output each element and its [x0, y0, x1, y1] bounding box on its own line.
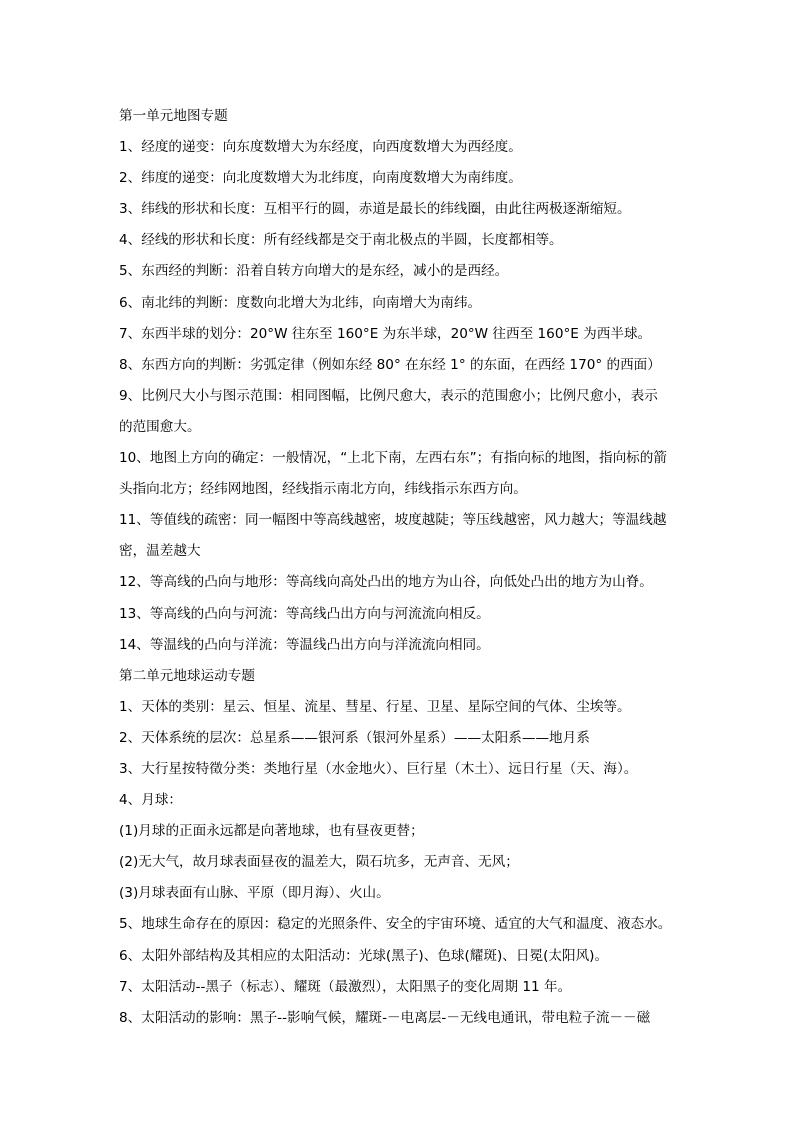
text-line: (1)月球的正面永远都是向著地球，也有昼夜更替； — [119, 823, 424, 840]
text-line: 1、经度的递变：向东度数增大为东经度，向西度数增大为西经度。 — [119, 139, 522, 156]
text-line: 的范围愈大。 — [119, 418, 201, 435]
text-line: 8、太阳活动的影响：黑子--影响气候，耀斑-－电离层-－无线电通讯，带电粒子流－－磁 — [119, 1009, 651, 1026]
text-line: 1、天体的类别：星云、恒星、流星、彗星、行星、卫星、星际空间的气体、尘埃等。 — [119, 698, 631, 715]
section-heading-unit-2: 第二单元地球运动专题 — [119, 667, 255, 684]
text-line: 6、太阳外部结构及其相应的太阳活动：光球(黑子)、色球(耀斑)、日冕(太阳风)。 — [119, 947, 609, 964]
text-line: (2)无大气，故月球表面昼夜的温差大，陨石坑多，无声音、无风； — [119, 854, 519, 871]
text-line: 5、地球生命存在的原因：稳定的光照条件、安全的宇宙环境、适宜的大气和温度、液态水。 — [119, 916, 672, 933]
section-heading-unit-1: 第一单元地图专题 — [119, 108, 228, 124]
text-line: 9、比例尺大小与图示范围：相同图幅，比例尺愈大，表示的范围愈小；比例尺愈小，表示 — [119, 387, 658, 404]
text-line: 7、太阳活动--黑子（标志）、耀斑（最激烈），太阳黑子的变化周期 11 年。 — [119, 978, 572, 995]
text-line: 12、等高线的凸向与地形：等高线向高处凸出的地方为山谷，向低处凸出的地方为山脊。 — [119, 574, 653, 591]
text-line: 3、大行星按特徵分类：类地行星（水金地火）、巨行星（木土）、远日行星（天、海）。 — [119, 760, 638, 777]
text-line: 8、东西方向的判断：劣弧定律（例如东经 80° 在东经 1° 的东面，在西经 170° 的西面） — [119, 356, 661, 373]
text-line: 14、等温线的凸向与洋流：等温线凸出方向与洋流流向相同。 — [119, 636, 490, 653]
text-line: 6、南北纬的判断：度数向北增大为北纬，向南增大为南纬。 — [119, 294, 482, 311]
text-line: 3、纬线的形状和长度：互相平行的圆，赤道是最长的纬线圈，由此往两极逐渐缩短。 — [119, 201, 631, 218]
text-line: 头指向北方；经纬网地图，经线指示南北方向，纬线指示东西方向。 — [119, 481, 527, 498]
document-body — [119, 101, 679, 1034]
text-line: 4、经线的形状和长度：所有经线都是交于南北极点的半圆，长度都相等。 — [119, 232, 563, 249]
text-line: 2、纬度的递变：向北度数增大为北纬度，向南度数增大为南纬度。 — [119, 170, 522, 187]
text-line: 7、东西半球的划分：20°W 往东至 160°E 为东半球，20°W 往西至 160°E 为西半球。 — [119, 325, 652, 342]
text-line: 2、天体系统的层次：总星系——银河系（银河外星系）——太阳系——地月系 — [119, 729, 590, 746]
text-line: 10、地图上方向的确定：一般情况，“上北下南，左西右东”；有指向标的地图，指向标的箭 — [119, 450, 667, 467]
text-line: 11、等值线的疏密：同一幅图中等高线越密，坡度越陡；等压线越密，风力越大；等温线越 — [119, 512, 667, 529]
text-line: (3)月球表面有山脉、平原（即月海）、火山。 — [119, 885, 390, 902]
text-line: 密，温差越大 — [119, 543, 201, 560]
text-line: 5、东西经的判断：沿着自转方向增大的是东经，减小的是西经。 — [119, 263, 509, 280]
text-line: 4、月球： — [119, 792, 183, 809]
text-line: 13、等高线的凸向与河流：等高线凸出方向与河流流向相反。 — [119, 605, 490, 622]
